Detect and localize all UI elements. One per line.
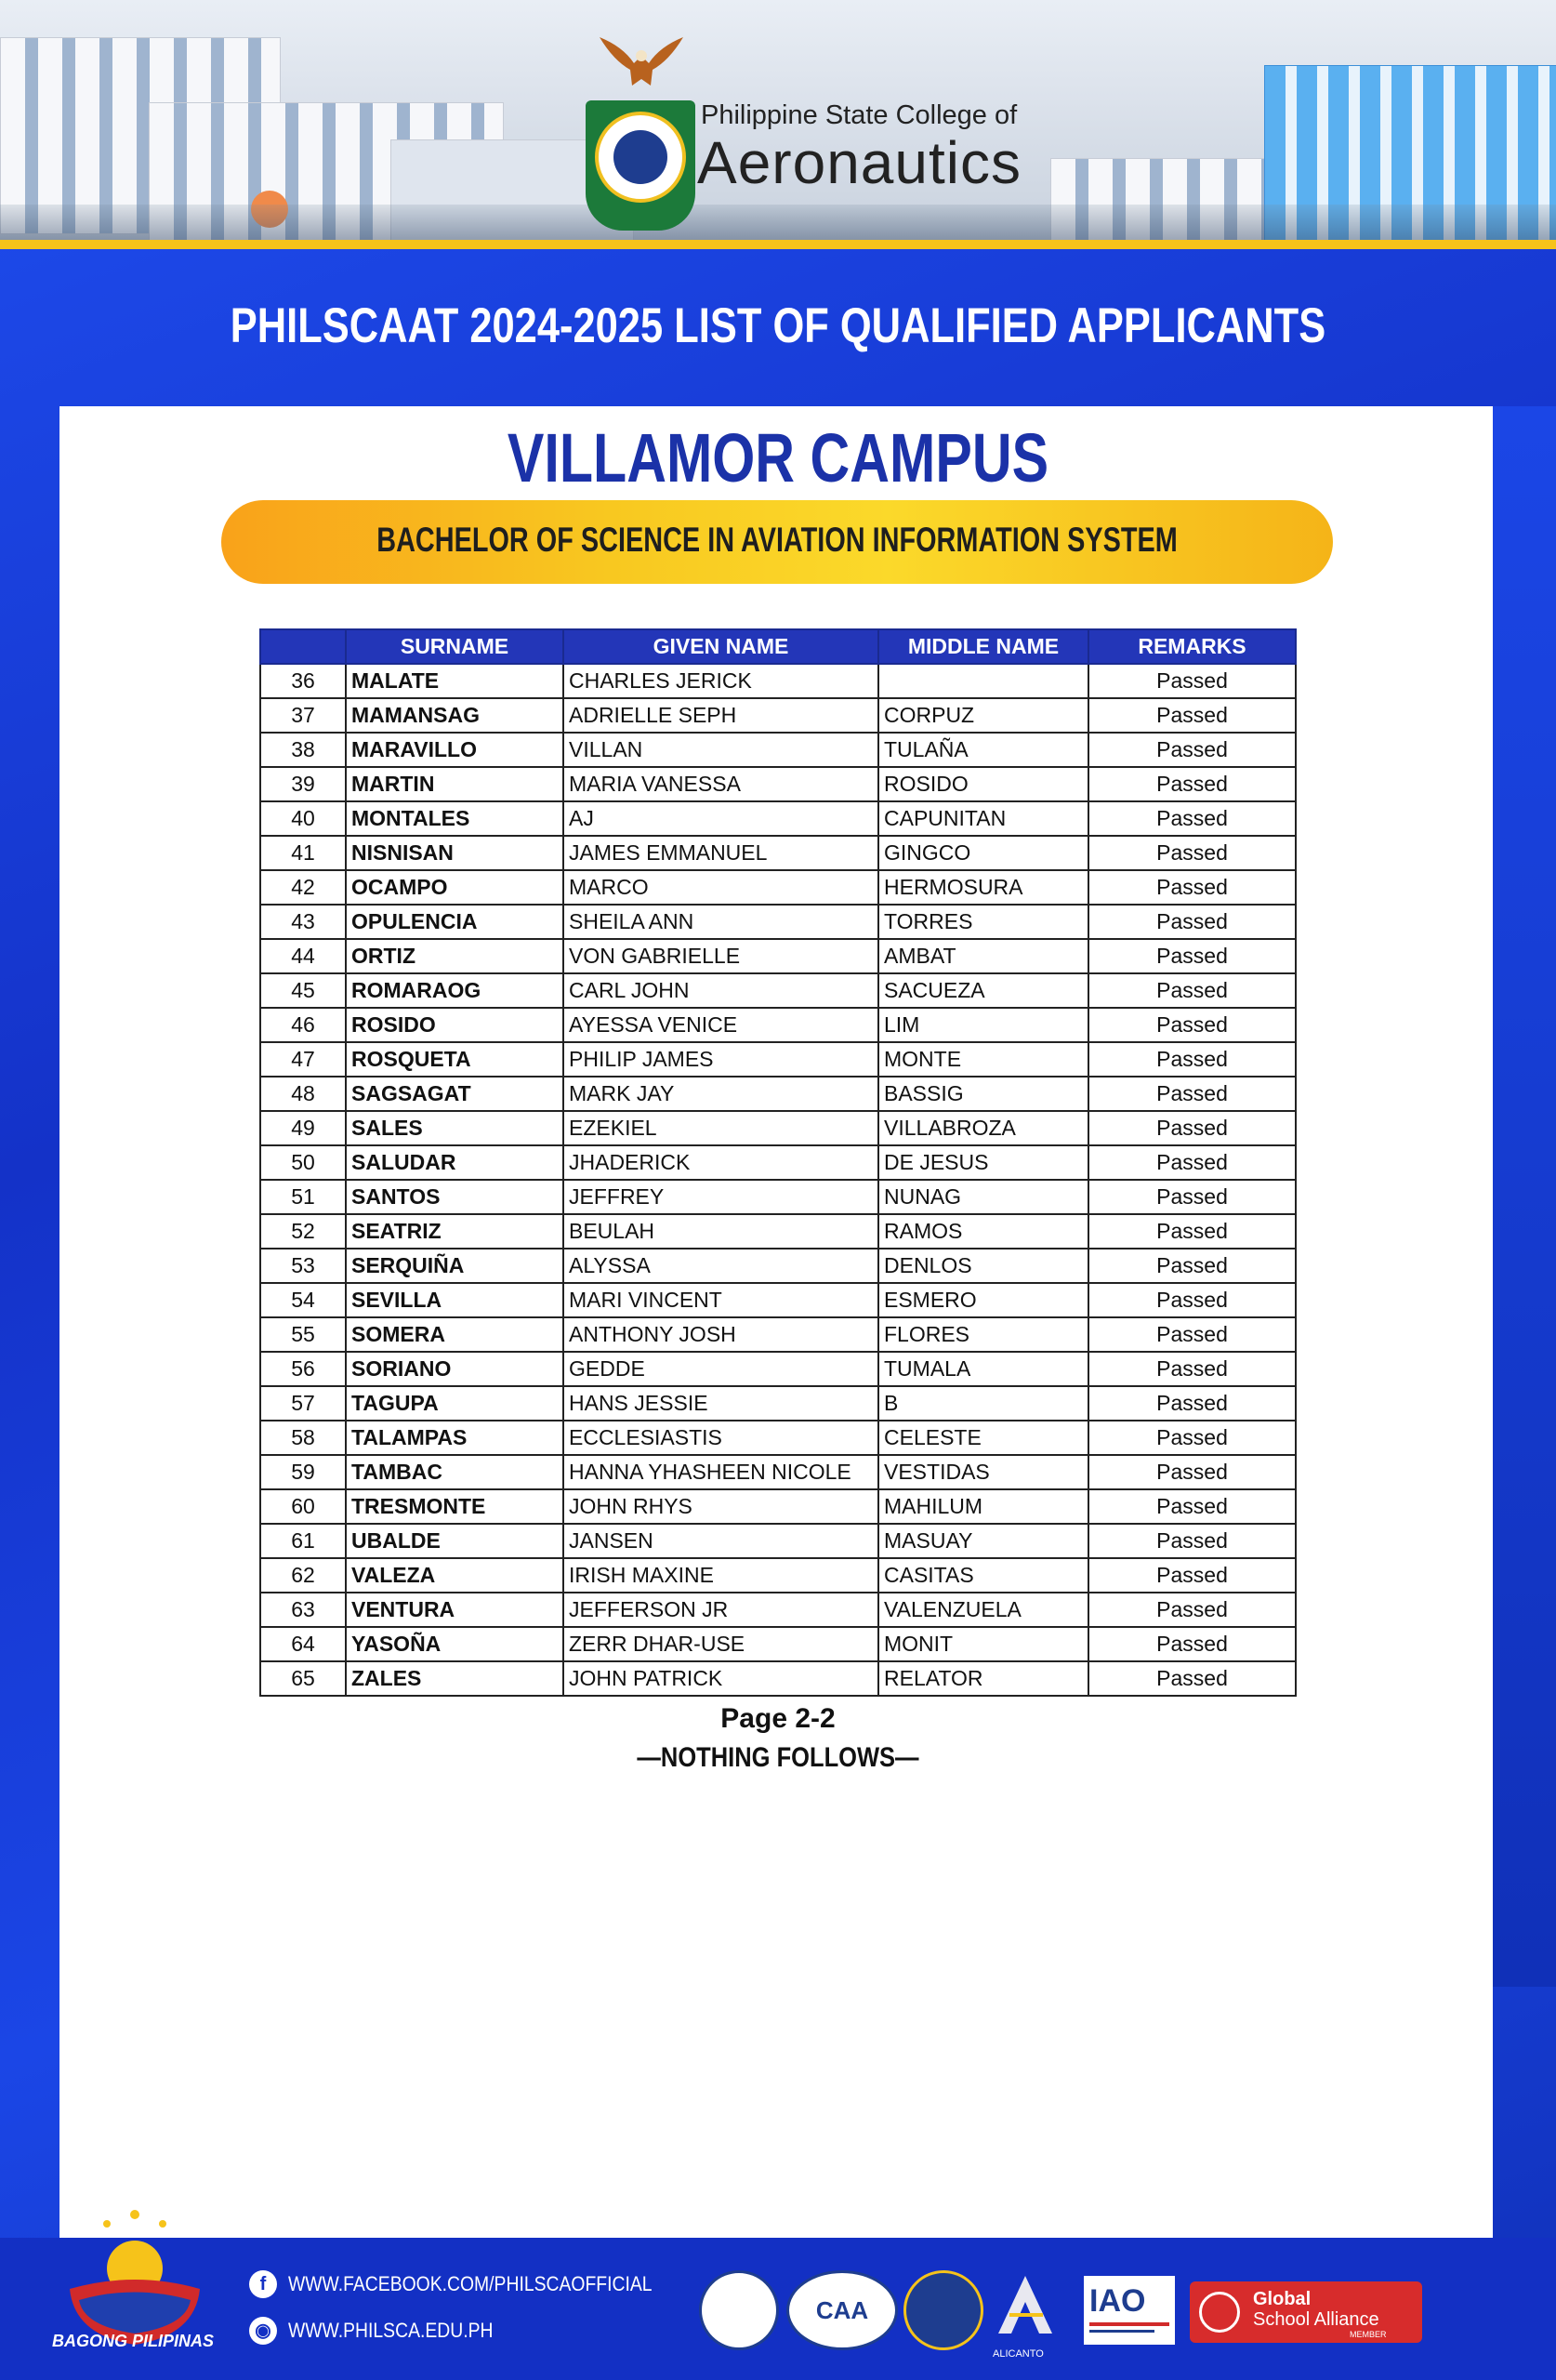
row-number: 37 bbox=[260, 698, 346, 733]
remarks-cell: Passed bbox=[1088, 1524, 1296, 1558]
middle-name-cell: RAMOS bbox=[878, 1214, 1088, 1249]
surname-cell: TRESMONTE bbox=[346, 1489, 563, 1524]
given-name-cell: JOHN RHYS bbox=[563, 1489, 878, 1524]
gsa-line2: School Alliance bbox=[1253, 2309, 1379, 2330]
right-edge-decoration bbox=[1493, 406, 1556, 1987]
table-row bbox=[260, 1145, 1296, 1180]
surname-cell: SERQUIÑA bbox=[346, 1249, 563, 1283]
surname-cell: TAMBAC bbox=[346, 1455, 563, 1489]
row-number: 47 bbox=[260, 1042, 346, 1077]
row-number: 39 bbox=[260, 767, 346, 801]
row-number: 44 bbox=[260, 939, 346, 973]
surname-cell: SORIANO bbox=[346, 1352, 563, 1386]
middle-name-cell bbox=[878, 664, 1088, 698]
surname-cell: ROSIDO bbox=[346, 1008, 563, 1042]
table-row bbox=[260, 1042, 1296, 1077]
gsa-line1: Global bbox=[1253, 2289, 1312, 2309]
campus-title: VILLAMOR CAMPUS bbox=[507, 419, 1049, 496]
row-number: 63 bbox=[260, 1593, 346, 1627]
table-row bbox=[260, 1421, 1296, 1455]
table-header-row bbox=[260, 629, 1296, 664]
row-number: 42 bbox=[260, 870, 346, 905]
column-header-remarks: REMARKS bbox=[1088, 629, 1296, 664]
gsa-icon bbox=[1199, 2292, 1240, 2333]
surname-cell: SEATRIZ bbox=[346, 1214, 563, 1249]
surname-cell: TALAMPAS bbox=[346, 1421, 563, 1455]
row-number: 65 bbox=[260, 1661, 346, 1696]
given-name-cell: ALYSSA bbox=[563, 1249, 878, 1283]
table-row bbox=[260, 1593, 1296, 1627]
middle-name-cell: DENLOS bbox=[878, 1249, 1088, 1283]
middle-name-cell: FLORES bbox=[878, 1317, 1088, 1352]
middle-name-cell: TULAÑA bbox=[878, 733, 1088, 767]
given-name-cell: MARCO bbox=[563, 870, 878, 905]
row-number: 64 bbox=[260, 1627, 346, 1661]
middle-name-cell: MONIT bbox=[878, 1627, 1088, 1661]
table-row bbox=[260, 1489, 1296, 1524]
remarks-cell: Passed bbox=[1088, 1214, 1296, 1249]
college-name-line1: Philippine State College of bbox=[701, 100, 1018, 130]
middle-name-cell: AMBAT bbox=[878, 939, 1088, 973]
ched-badge bbox=[699, 2270, 779, 2350]
remarks-cell: Passed bbox=[1088, 1111, 1296, 1145]
remarks-cell: Passed bbox=[1088, 733, 1296, 767]
surname-cell: SEVILLA bbox=[346, 1283, 563, 1317]
table-row bbox=[260, 1661, 1296, 1696]
remarks-cell: Passed bbox=[1088, 767, 1296, 801]
row-number: 51 bbox=[260, 1180, 346, 1214]
remarks-cell: Passed bbox=[1088, 1249, 1296, 1283]
college-seal-icon bbox=[586, 100, 695, 231]
row-number: 56 bbox=[260, 1352, 346, 1386]
table-row bbox=[260, 1455, 1296, 1489]
given-name-cell: MARI VINCENT bbox=[563, 1283, 878, 1317]
table-row bbox=[260, 1283, 1296, 1317]
given-name-cell: GEDDE bbox=[563, 1352, 878, 1386]
given-name-cell: JAMES EMMANUEL bbox=[563, 836, 878, 870]
table-row bbox=[260, 1524, 1296, 1558]
remarks-cell: Passed bbox=[1088, 1352, 1296, 1386]
table-row bbox=[260, 733, 1296, 767]
middle-name-cell: MASUAY bbox=[878, 1524, 1088, 1558]
surname-cell: UBALDE bbox=[346, 1524, 563, 1558]
middle-name-cell: BASSIG bbox=[878, 1077, 1088, 1111]
facebook-icon: f bbox=[249, 2270, 277, 2298]
remarks-cell: Passed bbox=[1088, 664, 1296, 698]
row-number: 52 bbox=[260, 1214, 346, 1249]
row-number: 58 bbox=[260, 1421, 346, 1455]
row-number: 50 bbox=[260, 1145, 346, 1180]
surname-cell: ZALES bbox=[346, 1661, 563, 1696]
remarks-cell: Passed bbox=[1088, 973, 1296, 1008]
surname-cell: NISNISAN bbox=[346, 836, 563, 870]
row-number: 55 bbox=[260, 1317, 346, 1352]
given-name-cell: JHADERICK bbox=[563, 1145, 878, 1180]
table-row bbox=[260, 870, 1296, 905]
table-row bbox=[260, 1180, 1296, 1214]
remarks-cell: Passed bbox=[1088, 1489, 1296, 1524]
table-row bbox=[260, 1008, 1296, 1042]
surname-cell: ROSQUETA bbox=[346, 1042, 563, 1077]
surname-cell: SAGSAGAT bbox=[346, 1077, 563, 1111]
remarks-cell: Passed bbox=[1088, 1455, 1296, 1489]
column-header-middle-name: MIDDLE NAME bbox=[878, 629, 1088, 664]
given-name-cell: IRISH MAXINE bbox=[563, 1558, 878, 1593]
given-name-cell: JANSEN bbox=[563, 1524, 878, 1558]
middle-name-cell: MAHILUM bbox=[878, 1489, 1088, 1524]
column-header-surname: SURNAME bbox=[346, 629, 563, 664]
eagle-icon bbox=[595, 28, 688, 93]
surname-cell: YASOÑA bbox=[346, 1627, 563, 1661]
surname-cell: SOMERA bbox=[346, 1317, 563, 1352]
alicanto-logo bbox=[991, 2268, 1060, 2347]
middle-name-cell: DE JESUS bbox=[878, 1145, 1088, 1180]
surname-cell: SALES bbox=[346, 1111, 563, 1145]
page-title: PHILSCAAT 2024-2025 LIST OF QUALIFIED APPLICANTS bbox=[230, 298, 1326, 353]
column-header-number bbox=[260, 629, 346, 664]
remarks-cell: Passed bbox=[1088, 1180, 1296, 1214]
alicanto-label: ALICANTO bbox=[993, 2348, 1044, 2360]
surname-cell: SALUDAR bbox=[346, 1145, 563, 1180]
aaccup-badge bbox=[903, 2270, 983, 2350]
remarks-cell: Passed bbox=[1088, 1077, 1296, 1111]
surname-cell: VALEZA bbox=[346, 1558, 563, 1593]
facebook-link[interactable] bbox=[249, 2270, 702, 2298]
page-number: Page 2-2 bbox=[720, 1703, 836, 1734]
table-row bbox=[260, 1352, 1296, 1386]
given-name-cell: CHARLES JERICK bbox=[563, 664, 878, 698]
surname-cell: ORTIZ bbox=[346, 939, 563, 973]
middle-name-cell: VESTIDAS bbox=[878, 1455, 1088, 1489]
table-row bbox=[260, 905, 1296, 939]
given-name-cell: HANNA YHASHEEN NICOLE bbox=[563, 1455, 878, 1489]
table-row bbox=[260, 973, 1296, 1008]
global-school-alliance-badge bbox=[1190, 2281, 1422, 2343]
globe-icon: ◉ bbox=[249, 2317, 277, 2345]
given-name-cell: PHILIP JAMES bbox=[563, 1042, 878, 1077]
website-link[interactable] bbox=[249, 2317, 521, 2345]
given-name-cell: ZERR DHAR-USE bbox=[563, 1627, 878, 1661]
given-name-cell: SHEILA ANN bbox=[563, 905, 878, 939]
row-number: 48 bbox=[260, 1077, 346, 1111]
table-row bbox=[260, 664, 1296, 698]
table-row bbox=[260, 801, 1296, 836]
middle-name-cell: CORPUZ bbox=[878, 698, 1088, 733]
table-row bbox=[260, 1627, 1296, 1661]
remarks-cell: Passed bbox=[1088, 801, 1296, 836]
given-name-cell: AJ bbox=[563, 801, 878, 836]
remarks-cell: Passed bbox=[1088, 1145, 1296, 1180]
college-name-line2: Aeronautics bbox=[697, 129, 1022, 196]
given-name-cell: JOHN PATRICK bbox=[563, 1661, 878, 1696]
table-row bbox=[260, 1214, 1296, 1249]
middle-name-cell: SACUEZA bbox=[878, 973, 1088, 1008]
applicants-table bbox=[259, 628, 1297, 1697]
middle-name-cell: TUMALA bbox=[878, 1352, 1088, 1386]
middle-name-cell: B bbox=[878, 1386, 1088, 1421]
table-row bbox=[260, 767, 1296, 801]
program-title: BACHELOR OF SCIENCE IN AVIATION INFORMATION SYSTEM bbox=[376, 521, 1178, 559]
row-number: 40 bbox=[260, 801, 346, 836]
surname-cell: TAGUPA bbox=[346, 1386, 563, 1421]
surname-cell: MARAVILLO bbox=[346, 733, 563, 767]
college-logo bbox=[576, 28, 1022, 214]
table-row bbox=[260, 1317, 1296, 1352]
middle-name-cell: ROSIDO bbox=[878, 767, 1088, 801]
remarks-cell: Passed bbox=[1088, 1593, 1296, 1627]
middle-name-cell: TORRES bbox=[878, 905, 1088, 939]
remarks-cell: Passed bbox=[1088, 836, 1296, 870]
surname-cell: ROMARAOG bbox=[346, 973, 563, 1008]
table-row bbox=[260, 1077, 1296, 1111]
table-row bbox=[260, 1249, 1296, 1283]
given-name-cell: AYESSA VENICE bbox=[563, 1008, 878, 1042]
given-name-cell: VON GABRIELLE bbox=[563, 939, 878, 973]
remarks-cell: Passed bbox=[1088, 1042, 1296, 1077]
row-number: 60 bbox=[260, 1489, 346, 1524]
remarks-cell: Passed bbox=[1088, 870, 1296, 905]
table-row bbox=[260, 939, 1296, 973]
given-name-cell: JEFFERSON JR bbox=[563, 1593, 878, 1627]
surname-cell: OCAMPO bbox=[346, 870, 563, 905]
table-row bbox=[260, 1558, 1296, 1593]
middle-name-cell: NUNAG bbox=[878, 1180, 1088, 1214]
remarks-cell: Passed bbox=[1088, 1421, 1296, 1455]
middle-name-cell: HERMOSURA bbox=[878, 870, 1088, 905]
row-number: 53 bbox=[260, 1249, 346, 1283]
middle-name-cell: RELATOR bbox=[878, 1661, 1088, 1696]
surname-cell: MONTALES bbox=[346, 801, 563, 836]
middle-name-cell: CELESTE bbox=[878, 1421, 1088, 1455]
row-number: 38 bbox=[260, 733, 346, 767]
remarks-cell: Passed bbox=[1088, 1283, 1296, 1317]
given-name-cell: MARK JAY bbox=[563, 1077, 878, 1111]
middle-name-cell: CAPUNITAN bbox=[878, 801, 1088, 836]
remarks-cell: Passed bbox=[1088, 905, 1296, 939]
middle-name-cell: VILLABROZA bbox=[878, 1111, 1088, 1145]
iao-logo: IAO bbox=[1084, 2276, 1175, 2345]
middle-name-cell: CASITAS bbox=[878, 1558, 1088, 1593]
remarks-cell: Passed bbox=[1088, 1386, 1296, 1421]
surname-cell: SANTOS bbox=[346, 1180, 563, 1214]
middle-name-cell: ESMERO bbox=[878, 1283, 1088, 1317]
middle-name-cell: VALENZUELA bbox=[878, 1593, 1088, 1627]
gsa-line3: MEMBER bbox=[1350, 2330, 1387, 2339]
row-number: 61 bbox=[260, 1524, 346, 1558]
remarks-cell: Passed bbox=[1088, 1558, 1296, 1593]
surname-cell: MALATE bbox=[346, 664, 563, 698]
surname-cell: VENTURA bbox=[346, 1593, 563, 1627]
row-number: 59 bbox=[260, 1455, 346, 1489]
website-url: WWW.PHILSCA.EDU.PH bbox=[288, 2319, 494, 2342]
row-number: 43 bbox=[260, 905, 346, 939]
given-name-cell: ADRIELLE SEPH bbox=[563, 698, 878, 733]
remarks-cell: Passed bbox=[1088, 939, 1296, 973]
surname-cell: MARTIN bbox=[346, 767, 563, 801]
given-name-cell: CARL JOHN bbox=[563, 973, 878, 1008]
row-number: 49 bbox=[260, 1111, 346, 1145]
middle-name-cell: LIM bbox=[878, 1008, 1088, 1042]
caa-badge: CAA bbox=[786, 2270, 898, 2350]
table-row bbox=[260, 698, 1296, 733]
remarks-cell: Passed bbox=[1088, 1627, 1296, 1661]
table-row bbox=[260, 1111, 1296, 1145]
row-number: 45 bbox=[260, 973, 346, 1008]
given-name-cell: JEFFREY bbox=[563, 1180, 878, 1214]
surname-cell: OPULENCIA bbox=[346, 905, 563, 939]
remarks-cell: Passed bbox=[1088, 1661, 1296, 1696]
given-name-cell: EZEKIEL bbox=[563, 1111, 878, 1145]
row-number: 54 bbox=[260, 1283, 346, 1317]
column-header-given-name: GIVEN NAME bbox=[563, 629, 878, 664]
given-name-cell: BEULAH bbox=[563, 1214, 878, 1249]
bagong-pilipinas-label: BAGONG PILIPINAS bbox=[52, 2332, 215, 2350]
table-row bbox=[260, 1386, 1296, 1421]
given-name-cell: ANTHONY JOSH bbox=[563, 1317, 878, 1352]
middle-name-cell: MONTE bbox=[878, 1042, 1088, 1077]
remarks-cell: Passed bbox=[1088, 1008, 1296, 1042]
middle-name-cell: GINGCO bbox=[878, 836, 1088, 870]
row-number: 57 bbox=[260, 1386, 346, 1421]
nothing-follows-note: —NOTHING FOLLOWS— bbox=[637, 1742, 919, 1773]
banner-divider bbox=[0, 240, 1556, 249]
given-name-cell: ECCLESIASTIS bbox=[563, 1421, 878, 1455]
remarks-cell: Passed bbox=[1088, 698, 1296, 733]
row-number: 62 bbox=[260, 1558, 346, 1593]
remarks-cell: Passed bbox=[1088, 1317, 1296, 1352]
surname-cell: MAMANSAG bbox=[346, 698, 563, 733]
facebook-url: WWW.FACEBOOK.COM/PHILSCAOFFICIAL bbox=[288, 2272, 653, 2295]
given-name-cell: MARIA VANESSA bbox=[563, 767, 878, 801]
given-name-cell: VILLAN bbox=[563, 733, 878, 767]
row-number: 46 bbox=[260, 1008, 346, 1042]
row-number: 36 bbox=[260, 664, 346, 698]
row-number: 41 bbox=[260, 836, 346, 870]
given-name-cell: HANS JESSIE bbox=[563, 1386, 878, 1421]
table-row bbox=[260, 836, 1296, 870]
